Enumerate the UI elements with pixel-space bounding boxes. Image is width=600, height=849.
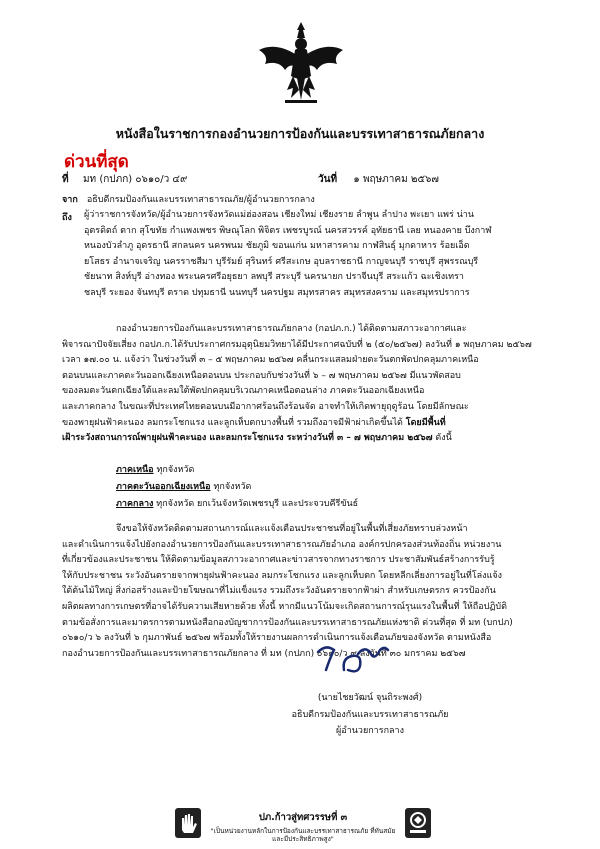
footer-title: ปภ.ก้าวสู่ทศวรรษที่ ๓ xyxy=(258,812,348,823)
para-line: เวลา ๑๗.๐๐ น. แจ้งว่า ในช่วงวันที่ ๓ – ๕ พฤษภาคม ๒๕๖๗ คลื่นกระแสลมฝ่ายตะวันตกพัดปกคลุมภาคเหนือ xyxy=(62,355,479,366)
para-line: พิจารณาปัจจัยเสี่ยง กอปภ.ก.ได้รับประกาศกรมอุตุนิยมวิทยาได้มีประกาศฉบับที่ ๒ (๕๐/๒๕๖๗) ลงวันที่ ๑ พฤษภาคม ๒๕๖๗ xyxy=(62,339,532,350)
footer-slogan xyxy=(205,810,401,843)
region-name: ภาคเหนือ xyxy=(116,465,154,475)
para-emphasis: โดยมีพื้นที่ xyxy=(405,417,446,428)
from-label: จาก xyxy=(62,195,78,205)
footer-subtitle: "เป็นหน่วยงานหลักในการป้องกันและบรรเทาสาธารณภัย ที่ทันสมัยและมีประสิทธิภาพสูง" xyxy=(210,827,396,843)
recipient-line: ชลบุรี ระยอง จันทบุรี ตราด ปทุมธานี นนทบุรี นครปฐม สมุทรสาคร สมุทรสงคราม และสมุทรปราการ xyxy=(84,287,470,298)
doc-number xyxy=(62,172,187,187)
urgency-label: ด่วนที่สุด xyxy=(64,152,129,172)
recipient-line: หนองบัวลำภู อุดรธานี สกลนคร นครพนม ชัยภูมิ ขอนแก่น มหาสารคาม กาฬสินธุ์ มุกดาหาร ร้อยเอ็ด xyxy=(84,241,470,251)
para-emphasis: เฝ้าระวังสถานการณ์พายุฝนฟ้าคะนอง และลมกระโชกแรง ระหว่างวันที่ ๓ – ๗ พฤษภาคม ๒๕๖๗ xyxy=(62,433,433,444)
signer-position: ผู้อำนวยการกลาง xyxy=(336,726,404,736)
region-detail: ทุกจังหวัด xyxy=(213,482,252,492)
doc-number-value: มท (กปภก) ๐๖๑๐/ว ๔๙ xyxy=(82,174,188,185)
para-line: ผลิตผลทางการเกษตรที่อาจได้รับความเสียหายด้วย ทั้งนี้ หากมีแนวโน้มจะเกิดสถานการณ์รุนแรงในพื้นที่ ให้ถือปฏิบัติ xyxy=(62,601,507,612)
signer-position: อธิบดีกรมป้องกันและบรรเทาสาธารณภัย xyxy=(291,710,449,720)
hand-logo-icon xyxy=(175,808,201,838)
region-name: ภาคตะวันออกเฉียงเหนือ xyxy=(116,482,211,492)
region-detail: ทุกจังหวัด ยกเว้นจังหวัดเพชรบุรี และประจวบคีรีขันธ์ xyxy=(156,499,359,509)
region-item xyxy=(116,462,194,476)
para-line: ๐๖๑๐/ว ๖ ลงวันที่ ๖ กุมภาพันธ์ ๒๕๖๗ พร้อมทั้งให้รายงานผลการดำเนินการแจ้งเตือนภัยของจังหวัด ตามหนังสือ xyxy=(62,633,492,644)
doc-date xyxy=(318,172,439,187)
para-line: ของลมตะวันตกเฉียงใต้และลมใต้พัดปกคลุมบริเวณภาคเหนือตอนล่าง ภาคตะวันออกเฉียงเหนือ xyxy=(62,386,425,397)
signer-name: (นายไชยวัฒน์ จุนถิระพงศ์) xyxy=(317,693,423,703)
para-line: ตอนบนและภาคตะวันออกเฉียงเหนือตอนบน ประกอบกับช่วงวันที่ ๖ – ๗ พฤษภาคม ๒๕๖๗ มีแนวพัดสอบ xyxy=(62,370,461,381)
recipient-line: ชัยนาท สิงห์บุรี อ่างทอง พระนครศรีอยุธยา ลพบุรี สระบุรี นครนายก ปราจีนบุรี สระแก้ว ฉะเชิงเทรา xyxy=(84,272,464,282)
document-title: หนังสือในราชการกองอำนวยการป้องกันและบรรเทาสาธารณภัยกลาง xyxy=(115,126,485,141)
para-line: จึงขอให้จังหวัดติดตามสถานการณ์และแจ้งเตือนประชาชนที่อยู่ในพื้นที่เสี่ยงภัยทราบล่วงหน้า xyxy=(116,524,468,534)
para-tail: ดังนี้ xyxy=(435,433,452,444)
to-label: ถึง xyxy=(62,213,72,223)
from-row xyxy=(62,192,315,206)
para-line: ของพายุฝนฟ้าคะนอง ลมกระโชกแรง และลูกเห็บตกบางพื้นที่ รวมถึงอาจมีฟ้าผ่าเกิดขึ้นได้ xyxy=(62,417,403,428)
region-item xyxy=(116,496,358,510)
doc-date-label: วันที่ xyxy=(318,174,338,185)
region-item xyxy=(116,479,251,493)
from-value: อธิบดีกรมป้องกันและบรรเทาสาธารณภัย/ผู้อำนวยการกลาง xyxy=(86,195,315,205)
region-detail: ทุกจังหวัด xyxy=(156,465,195,475)
recipient-line: อุตรดิตถ์ ตาก สุโขทัย กำแพงเพชร พิษณุโลก พิจิตร เพชรบูรณ์ นครสวรรค์ อุทัยธานี เลย หนองคาย บึงกาฬ xyxy=(84,225,492,236)
recipient-line: ยโสธร อำนาจเจริญ นครราชสีมา บุรีรัมย์ สุรินทร์ ศรีสะเกษ อุบลราชธานี กาญจนบุรี ราชบุรี สุพรรณบุรี xyxy=(84,256,479,267)
handwritten-signature xyxy=(308,640,398,682)
para-line: ตามข้อสั่งการและมาตรการตามหนังสือกองบัญชาการป้องกันและบรรเทาสาธารณภัยแห่งชาติ ด่วนที่สุด ที่ มท (บกปภ) xyxy=(62,617,513,628)
garuda-emblem-icon xyxy=(255,20,347,108)
para-line: ให้กับประชาชน ระวังอันตรายจากพายุฝนฟ้าคะนอง ลมกระโชกแรง และลูกเห็บตก โดยหลีกเลี่ยงการอยู่ในที่โล่งแจ้ง xyxy=(62,570,503,581)
para-line: กองอำนวยการป้องกันและบรรเทาสาธารณภัยกลาง (กอปภ.ก.) ได้ติดตามสภาวะอากาศและ xyxy=(116,324,467,334)
para-line: กองอำนวยการป้องกันและบรรเทาสาธารณภัยกลาง ที่ มท (กปภก) ๐๖๑๐/ว ๙ ลงวันที่ ๓๐ มกราคม ๒๕๖๗ xyxy=(62,648,466,659)
doc-date-value: ๑ พฤษภาคม ๒๕๖๗ xyxy=(353,174,439,185)
para-line: และภาคกลาง ในขณะที่ประเทศไทยตอนบนมีอากาศร้อนถึงร้อนจัด อาจทำให้เกิดพายุฤดูร้อน โดยมีลักษณะ xyxy=(62,401,469,412)
para-line: และดำเนินการแจ้งไปยังกองอำนวยการป้องกันและบรรเทาสาธารณภัยอำเภอ องค์กรปกครองส่วนท้องถิ่น หน่วยงาน xyxy=(62,539,502,550)
para-line: ที่เกี่ยวข้องและประชาชน ให้ติดตามข้อมูลสภาวะอากาศและข่าวสารจากทางราชการ ประชาสัมพันธ์สร้างการรับรู้ xyxy=(62,555,495,566)
ddpm-logo-icon xyxy=(405,808,431,838)
doc-number-label: ที่ xyxy=(62,174,69,185)
to-recipients xyxy=(84,208,560,301)
para-line: ใต้ต้นไม้ใหญ่ สิ่งก่อสร้างและป้ายโฆษณาที่ไม่แข็งแรง รวมถึงระวังอันตรายจากฟ้าผ่า สำหรับเกษตรกร ควรป้องกัน xyxy=(62,586,496,597)
recipient-line: ผู้ว่าราชการจังหวัด/ผู้อำนวยการจังหวัดแม่ฮ่องสอน เชียงใหม่ เชียงราย ลำพูน ลำปาง พะเยา แพร่ น่าน xyxy=(84,210,475,220)
region-name: ภาคกลาง xyxy=(116,499,154,509)
paragraph-situation xyxy=(62,322,560,447)
to-label-row xyxy=(62,210,84,224)
